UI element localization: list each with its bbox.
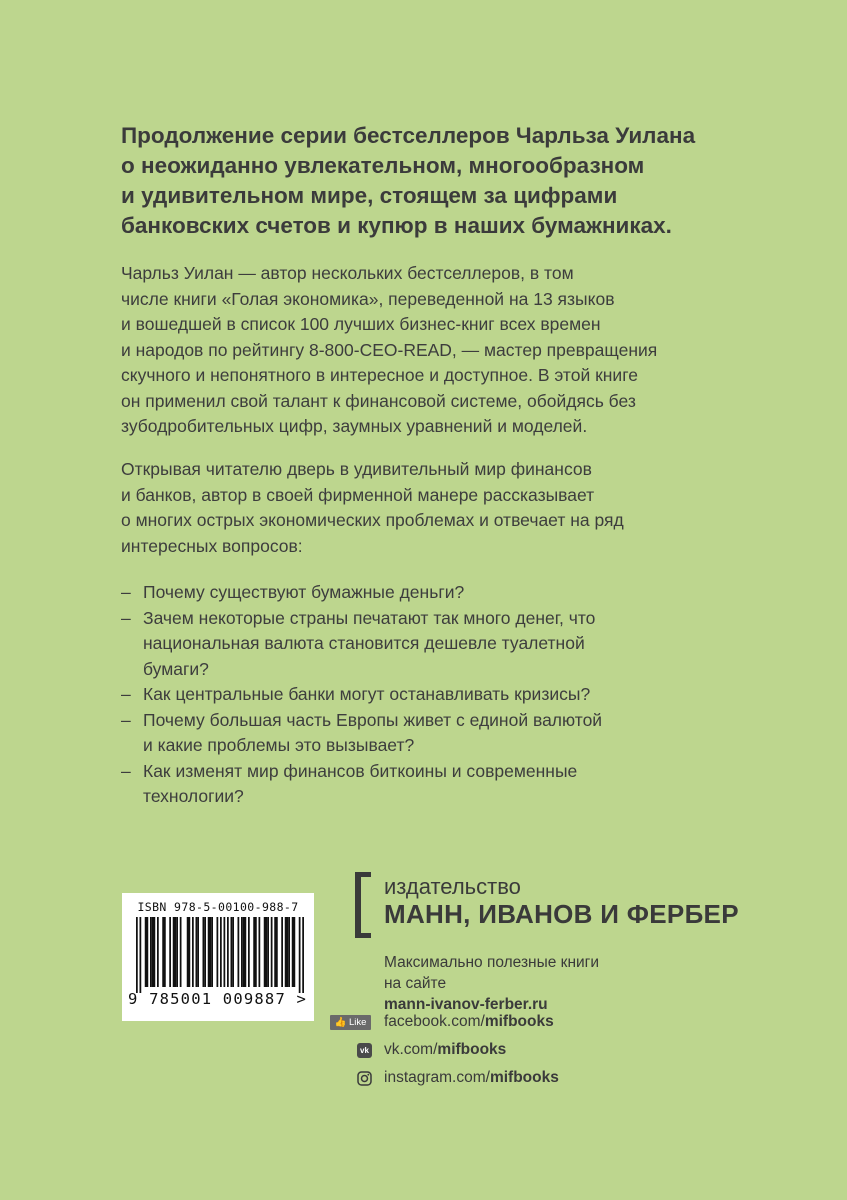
barcode-bar — [217, 917, 219, 987]
instagram-icon — [357, 1071, 372, 1086]
vk-icon: vk — [357, 1043, 372, 1058]
barcode-bar — [253, 917, 255, 987]
barcode-bar — [232, 917, 234, 987]
dash-marker: – — [121, 607, 131, 628]
barcode-bar — [255, 917, 257, 987]
question-line: и какие проблемы это вызывает? — [143, 735, 415, 755]
question-line: Как изменят мир финансов биткоины и современные — [143, 760, 578, 781]
facebook-link[interactable] — [384, 1013, 554, 1031]
facebook-link-row[interactable] — [330, 1012, 730, 1034]
publisher-label: издательство — [384, 874, 521, 899]
question-line: Почему большая часть Европы живет с единой валютой — [143, 709, 603, 730]
barcode-bar — [211, 917, 213, 987]
barcode-bar — [210, 917, 212, 987]
dash-marker: – — [121, 709, 131, 730]
barcode-bar — [197, 917, 199, 987]
vk-link-row[interactable] — [330, 1040, 730, 1062]
barcode-bar — [189, 917, 191, 987]
publisher-tagline — [384, 952, 599, 1015]
barcode-bar — [145, 917, 147, 987]
site-link[interactable]: mann-ivanov-ferber.ru — [384, 996, 548, 1013]
barcode-bar — [180, 917, 182, 987]
barcode-bar — [227, 917, 229, 987]
barcode-bar — [208, 917, 210, 987]
ean-digits: 9 785001 009887 > — [128, 990, 308, 1008]
barcode-bar — [299, 917, 301, 993]
barcode-bar — [152, 917, 154, 987]
barcode-bar — [136, 917, 138, 993]
barcode-bar — [140, 917, 142, 993]
question-line: Почему существуют бумажные деньги? — [143, 582, 465, 602]
para-line: о многих острых экономических проблемах и отвечает на ряд — [121, 510, 624, 530]
barcode-bar — [292, 917, 294, 987]
barcode-bar — [288, 917, 290, 987]
barcode-bar — [224, 917, 226, 987]
barcode-bar — [203, 917, 205, 987]
instagram-link-row[interactable] — [330, 1068, 730, 1090]
dash-marker: – — [121, 684, 131, 704]
instagram-handle: mifbooks — [489, 1069, 559, 1086]
para-line: он применил свой талант к финансовой системе, обойдясь без — [121, 390, 636, 411]
barcode-bar — [150, 917, 152, 987]
para-line: Открывая читателю дверь в удивительный мир финансов — [121, 459, 592, 479]
question-line: бумаги? — [143, 658, 209, 679]
barcode-bar — [267, 917, 269, 987]
question-line: национальная валюта становится дешевле туалетной — [143, 633, 585, 653]
dash-marker: – — [121, 582, 131, 602]
barcode-bar — [175, 917, 177, 987]
like-label: Like — [349, 1017, 367, 1028]
barcode-bar — [294, 917, 296, 987]
para-line: интересных вопросов: — [121, 535, 303, 556]
lead-line: Продолжение серии бестселлеров Чарльза Уилана — [121, 123, 696, 148]
intro-paragraph — [121, 457, 721, 559]
isbn-number: ISBN 978-5-00100-988-7 — [137, 900, 299, 914]
lead-blurb — [121, 121, 721, 241]
question-item — [121, 606, 741, 683]
site-prefix: на сайте — [384, 975, 447, 992]
barcode-bar — [245, 917, 247, 987]
para-line: и вошедшей в список 100 лучших бизнес-книг всех времен — [121, 314, 601, 334]
question-line: Зачем некоторые страны печатают так много денег, что — [143, 607, 596, 628]
question-item — [121, 682, 741, 708]
barcode-bar — [169, 917, 171, 987]
question-item — [121, 580, 741, 606]
barcode-bar — [276, 917, 278, 987]
barcode-bar — [243, 917, 245, 987]
barcode-bar — [231, 917, 233, 987]
lead-line: и удивительном мире, стоящем за цифрами — [121, 183, 618, 208]
instagram-prefix: instagram.com/ — [384, 1069, 490, 1086]
lead-line: банковских счетов и купюр в наших бумажниках. — [121, 213, 672, 238]
barcode-bar — [281, 917, 283, 987]
barcode-bar — [266, 917, 268, 987]
barcode-bar — [271, 917, 273, 987]
question-line: технологии? — [143, 786, 244, 806]
bracket-icon — [355, 872, 373, 938]
facebook-prefix: facebook.com/ — [384, 1013, 485, 1030]
barcode-bar — [220, 917, 222, 987]
barcode-bar — [147, 917, 149, 987]
para-line: числе книги «Голая экономика», переведенной на 13 языков — [121, 288, 615, 309]
barcode-bar — [302, 917, 304, 993]
barcode-bar — [176, 917, 178, 987]
question-item — [121, 708, 741, 759]
barcode-bar — [274, 917, 276, 987]
barcode-bar — [164, 917, 166, 987]
lead-line: о неожиданно увлекательном, многообразном — [121, 153, 645, 178]
para-line: зубодробительных цифр, заумных уравнений и моделей. — [121, 416, 588, 436]
barcode-bar — [196, 917, 198, 987]
questions-list — [121, 580, 741, 810]
barcode-bar — [187, 917, 189, 987]
dash-marker: – — [121, 760, 131, 781]
barcode-bar — [248, 917, 250, 987]
para-line: скучного и непонятного в интересное и доступное. В этой книге — [121, 365, 638, 385]
facebook-handle: mifbooks — [484, 1013, 554, 1030]
barcode-bar — [259, 917, 261, 987]
barcode-bar — [287, 917, 289, 987]
barcode-bar — [264, 917, 266, 987]
barcode-bar — [192, 917, 194, 987]
barcode-bar — [204, 917, 206, 987]
site-line — [384, 973, 599, 1015]
publisher-name: МАНН, ИВАНОВ И ФЕРБЕР — [384, 899, 739, 929]
barcode-bar — [241, 917, 243, 987]
tagline-text: Максимально полезные книги — [384, 954, 599, 971]
barcode-bars — [136, 917, 304, 993]
barcode-bar — [285, 917, 287, 987]
barcode-bar — [157, 917, 159, 987]
author-paragraph — [121, 261, 721, 440]
para-line: и банков, автор в своей фирменной манере рассказывает — [121, 484, 595, 505]
barcode-bar — [162, 917, 164, 987]
vk-handle: mifbooks — [437, 1041, 507, 1058]
instagram-link[interactable] — [384, 1069, 559, 1087]
question-line: Как центральные банки могут останавливать кризисы? — [143, 684, 591, 704]
para-line: Чарльз Уилан — автор нескольких бестселлеров, в том — [121, 263, 574, 283]
vk-link[interactable] — [384, 1041, 506, 1059]
para-line: и народов по рейтингу 8-800-CEO-READ, — мастер превращения — [121, 339, 658, 360]
barcode-bar — [173, 917, 175, 987]
isbn-barcode — [122, 893, 314, 1021]
barcode-bar — [238, 917, 240, 987]
like-badge-icon: 👍 Like — [330, 1015, 371, 1030]
vk-prefix: vk.com/ — [384, 1041, 438, 1058]
question-item — [121, 759, 741, 810]
barcode-bar — [154, 917, 156, 987]
